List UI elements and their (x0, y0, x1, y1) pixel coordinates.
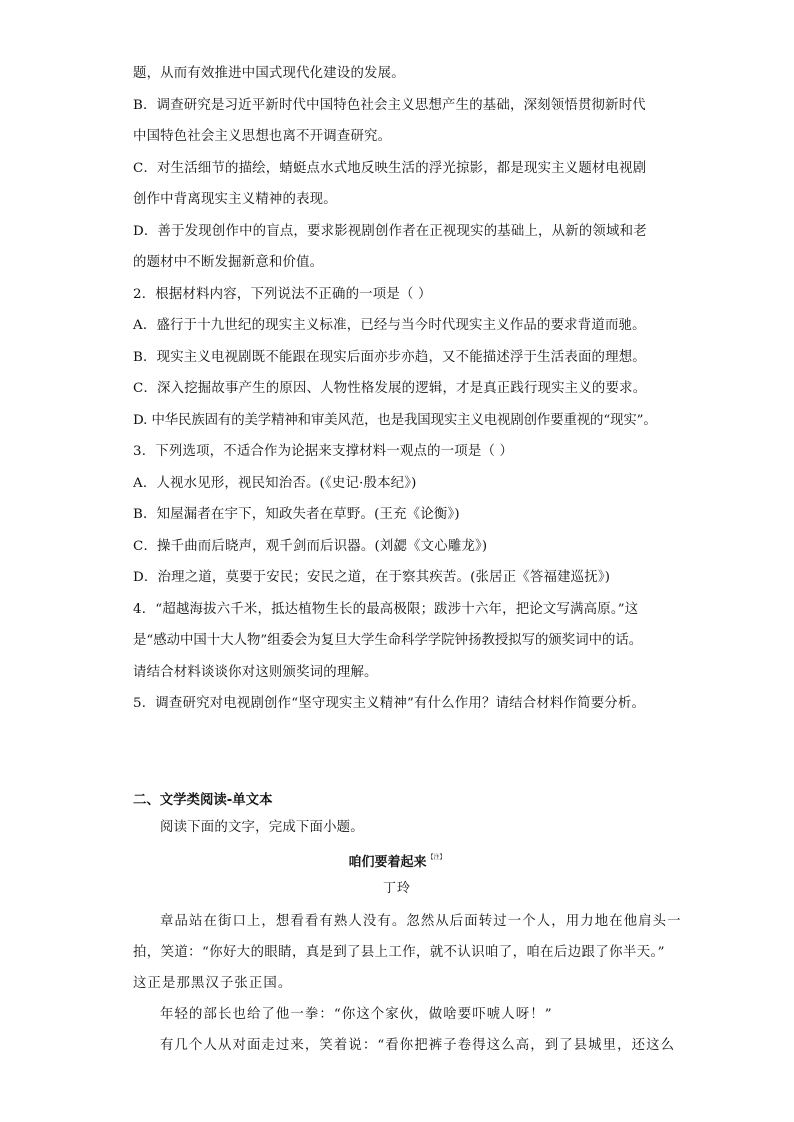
q3-option-b: B．知屋漏者在宇下，知政失者在草野。(王充《论衡》) (133, 507, 460, 522)
question-4-line-3: 请结合材料谈谈你对这则颁奖词的理解。 (133, 665, 378, 680)
option-d-line-2: 的题材中不断发掘新意和价值。 (133, 255, 324, 270)
story-title-note: 【注】 (427, 854, 446, 861)
reading-instruction: 阅读下面的文字，完成下面小题。 (160, 820, 364, 835)
q2-option-c: C．深入挖掘故事产生的原因、人物性格发展的逻辑，才是真正践行现实主义的要求。 (133, 381, 647, 396)
question-5: 5．调查研究对电视剧创作“坚守现实主义精神”有什么作用？请结合材料作简要分析。 (133, 696, 646, 711)
question-4-line-2: 是“感动中国十大人物”组委会为复旦大学生命科学学院钟扬教授拟写的颁奖词中的话。 (133, 633, 643, 648)
question-3: 3．下列选项，不适合作为论据来支撑材料一观点的一项是（ ） (133, 444, 514, 459)
option-c-line-1: C．对生活细节的描绘，蜻蜓点水式地反映生活的浮光掠影，都是现实主义题材电视剧 (133, 161, 647, 176)
question-2: 2．根据材料内容，下列说法不正确的一项是（ ） (133, 287, 432, 302)
story-title (0, 849, 794, 872)
story-author: 丁玲 (382, 881, 411, 896)
section-heading: 二、文学类阅读-单文本 (133, 793, 273, 808)
q3-option-c: C．操千曲而后晓声，观千剑而后识器。(刘勰《文心雕龙》) (133, 539, 488, 554)
story-paragraph-1-line-1: 章品站在街口上，想看看有熟人没有。忽然从后面转过一个人，用力地在他肩头一 (160, 914, 682, 929)
story-paragraph-1-line-3: 这正是那黑汉子张正国。 (133, 976, 293, 991)
story-paragraph-2: 年轻的部长也给了他一拳：“你这个家伙，做啥要吓唬人呀！” (160, 1007, 553, 1022)
q3-option-a: A．人视水见形，视民知治否。(《史记·殷本纪》) (133, 476, 417, 491)
option-b-line-2: 中国特色社会主义思想也离不开调查研究。 (133, 129, 392, 144)
story-title-text: 咱们要着起来 (348, 855, 427, 870)
story-paragraph-3: 有几个人从对面走过来，笑着说：“看你把裤子卷得这么高，到了县城里，还这么 (160, 1038, 676, 1053)
q2-option-d: D. 中华民族固有的美学精神和审美风范，也是我国现实主义电视剧创作要重视的“现实”。 (133, 413, 657, 428)
q3-option-d: D．治理之道，莫要于安民；安民之道，在于察其疾苦。(张居正《答福建巡抚》) (133, 570, 611, 585)
option-d-line-1: D．善于发现创作中的盲点，要求影视剧创作者在正视现实的基础上，从新的领域和老 (133, 224, 647, 239)
q2-option-a: A．盛行于十九世纪的现实主义标准，已经与当今时代现实主义作品的要求背道而驰。 (133, 318, 646, 333)
q2-option-b: B．现实主义电视剧既不能跟在现实后面亦步亦趋，又不能描述浮于生活表面的理想。 (133, 350, 646, 365)
story-paragraph-1-line-2: 拍，笑道：“你好大的眼睛，真是到了县上工作，就不认识咱了，咱在后边跟了你半天。” (133, 945, 665, 960)
question-4-line-1: 4．“超越海拔六千米，抵达植物生长的最高极限；跋涉十六年，把论文写满高原。”这 (133, 602, 639, 617)
option-c-line-2: 创作中背离现实主义精神的表现。 (133, 192, 337, 207)
text-line: 题，从而有效推进中国式现代化建设的发展。 (133, 66, 405, 81)
option-b-line-1: B．调查研究是习近平新时代中国特色社会主义思想产生的基础，深刻领悟贯彻新时代 (133, 98, 646, 113)
